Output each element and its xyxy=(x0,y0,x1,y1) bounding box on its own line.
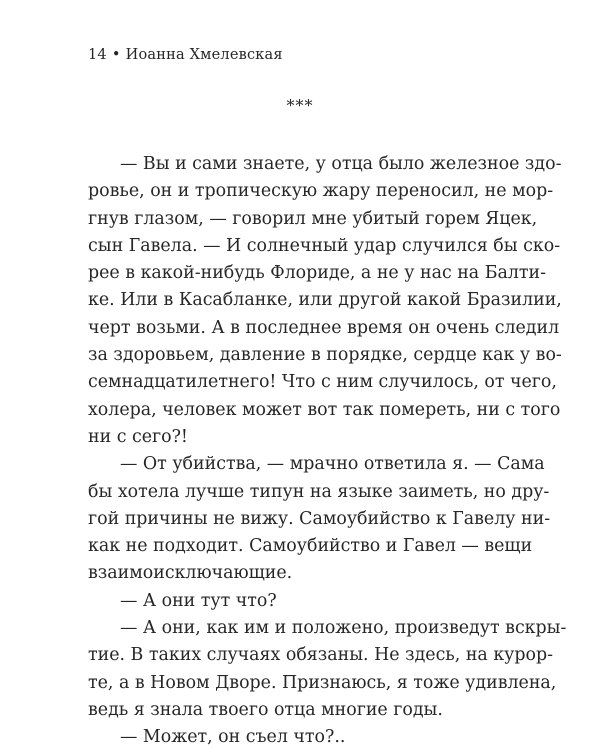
running-head xyxy=(88,47,283,63)
text-line: как не подходит. Самоубийство и Гавел — вещи xyxy=(88,536,533,557)
body-text xyxy=(88,151,567,752)
text-line: семнадцатилетнего! Что с ним случилось, от чего, xyxy=(88,372,557,393)
text-line: холера, человек может вот так помереть, ни с того xyxy=(88,399,561,420)
text-line: сын Гавела. — И солнечный удар случился бы ско- xyxy=(88,235,561,256)
text-line: ровье, он и тропическую жару переносил, не мор- xyxy=(88,181,554,202)
running-head-separator: • xyxy=(111,47,121,63)
text-line: за здоровьем, давление в порядке, сердце как у во- xyxy=(88,345,562,366)
running-head-author: Иоанна Хмелевская xyxy=(125,47,283,63)
text-line: — Может, он съел что?.. xyxy=(120,727,346,748)
text-line: те, а в Новом Дворе. Признаюсь, я тоже удивлена, xyxy=(88,672,557,693)
text-line: взаимоисключающие. xyxy=(88,563,293,584)
text-line: ке. Или в Касабланке, или другой какой Бразилии, xyxy=(88,290,562,311)
text-line: бы хотела лучше типун на языке заиметь, но дру- xyxy=(88,481,550,502)
text-line: гой причины не вижу. Самоубийство к Гавелу ни- xyxy=(88,508,551,529)
section-break: *** xyxy=(286,96,314,115)
text-line: рее в какой-нибудь Флориде, а не у нас на Балти- xyxy=(88,263,546,284)
text-line: тие. В таких случаях обязаны. Не здесь, на курор- xyxy=(88,645,554,666)
text-line: — Вы и сами знаете, у отца было железное здо- xyxy=(120,154,562,174)
page-number: 14 xyxy=(88,47,107,63)
text-line: ни с сего?! xyxy=(88,426,188,447)
text-line: черт возьми. А в последнее время он очень следил xyxy=(88,317,560,338)
text-line: — А они, как им и положено, произведут вскры- xyxy=(120,618,567,639)
text-line: — От убийства, — мрачно ответила я. — Сама xyxy=(120,454,545,475)
text-line: ведь я знала твоего отца многие годы. xyxy=(88,699,443,720)
text-line: гнув глазом, — говорил мне убитый горем Яцек, xyxy=(88,208,538,229)
text-line: — А они тут что? xyxy=(120,590,277,611)
